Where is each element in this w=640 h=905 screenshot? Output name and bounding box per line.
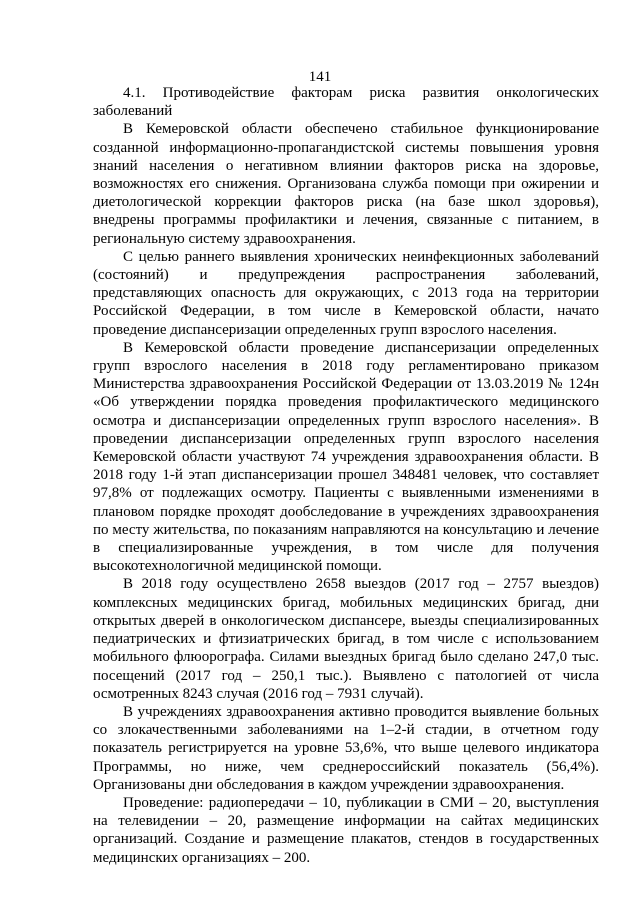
paragraph-dispensarization: В Кемеровской области проведение диспансеризации определенных групп взрослого населения в 2018 году регламентировано приказом Министерства здравоохранения Российской Федерации от 13.03.2019 № 124н «Об утверждении порядка проведения профилактического медицинского осмотра и диспансеризации определенных групп взрослого населения». В проведении диспансеризации определенных групп взрослого населения Кемеровской области участвуют 74 учреждения здравоохранения области. В 2018 году 1-й этап диспансеризации прошел 348481 человек, что составляет 97,8% от подлежащих осмотру. Пациенты с выявленными изменениями в плановом порядке проходят дообследование в учреждениях здравоохранения по месту жительства, по показаниям направляются на консультацию и лечение в специализированные учреждения, в том числе для получения высокотехнологичной медицинской помощи. bbox=[93, 339, 599, 575]
paragraph-risk-factors: В Кемеровской области обеспечено стабильное функционирование созданной информационно-пропагандистской системы повышения уровня знаний населения о негативном влиянии факторов риска на здоровье, возможностях его снижения. Организована служба помощи при ожирении и диетологической коррекции факторов риска (на базе школ здоровья), внедрены программы профилактики и лечения, связанные с питанием, в региональную систему здравоохранения. bbox=[93, 121, 599, 247]
paragraph-mobile-brigades: В 2018 году осуществлено 2658 выездов (2017 год – 2757 выездов) комплексных медицинских бригад, мобильных медицинских бригад, дни открытых дверей в онкологическом диспансере, выезды специализированных педиатрических и фтизиатрических бригад, в том числе с использованием мобильного флюорографа. Силами выездных бригад было сделано 247,0 тыс. посещений (2017 год – 250,1 тыс.). Выявлено с патологией от числа осмотренных 8243 случая (2016 год – 7931 случай). bbox=[93, 576, 599, 702]
paragraph-early-detection: С целью раннего выявления хронических неинфекционных заболеваний (состояний) и предупреждения распространения заболеваний, представляющих опасность для окружающих, с 2013 года на территории Российской Федерации, в том числе в Кемеровской области, начато проведение диспансеризации определенных групп взрослого населения. bbox=[93, 248, 599, 338]
section-heading: 4.1. Противодействие факторам риска развития онкологических заболеваний bbox=[93, 85, 599, 120]
page-content bbox=[93, 84, 599, 867]
paragraph-media-activities: Проведение: радиопередачи – 10, публикации в СМИ – 20, выступления на телевидении – 20, размещение информации на сайтах медицинских организаций. Создание и размещение плакатов, стендов в государственных медицинских организациях – 200. bbox=[93, 794, 599, 866]
paragraph-cancer-detection: В учреждениях здравоохранения активно проводится выявление больных со злокачественными заболеваниями на 1–2-й стадии, в отчетном году показатель регистрируется на уровне 53,6%, что выше целевого индикатора Программы, но ниже, чем среднероссийский показатель (56,4%). Организованы дни обследования в каждом учреждении здравоохранения. bbox=[93, 703, 599, 793]
page-number: 141 bbox=[308, 69, 332, 85]
